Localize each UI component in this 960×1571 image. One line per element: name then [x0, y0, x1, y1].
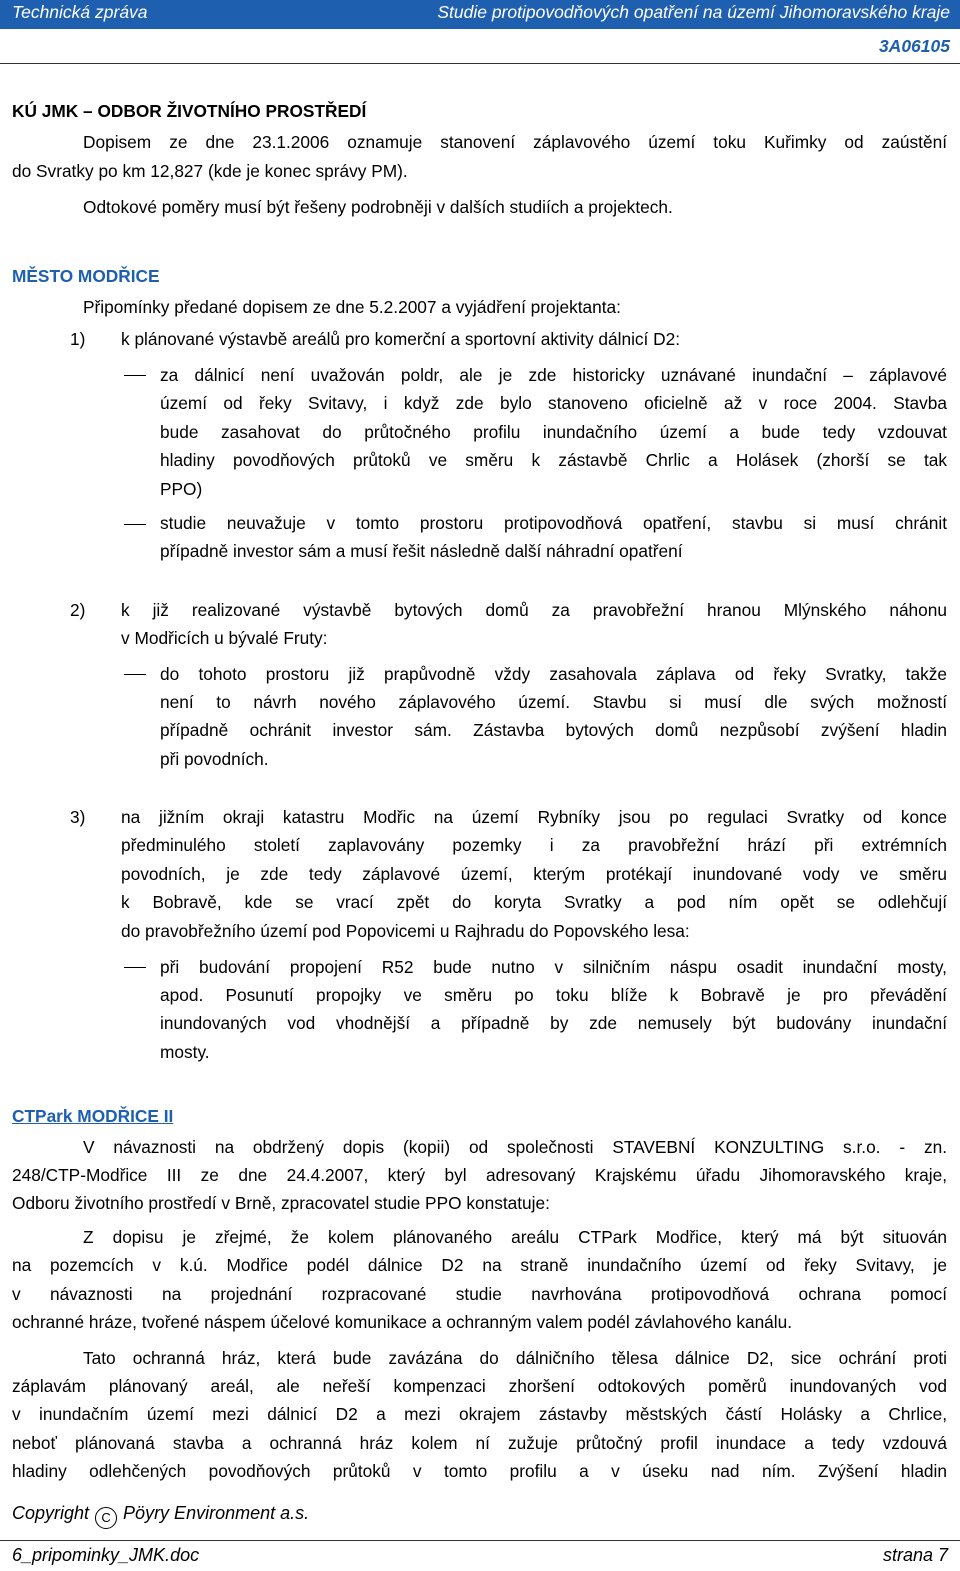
bullet-dash	[124, 524, 146, 525]
document-code: 3A06105	[878, 36, 950, 56]
bullet-dash	[124, 967, 146, 968]
ctpark-p3-l2: záplavám plánovaný areál, ale neřeší kompenzaci zhoršení odtokových poměrů inundovaných vod	[12, 1376, 947, 1396]
item1-b2-l1: studie neuvažuje v tomto prostoru protipovodňová opatření, stavbu si musí chránit	[160, 513, 947, 533]
item2-b1-l2: není to návrh nového záplavového území. Stavbu si musí dle svých možností	[160, 692, 947, 712]
section-title-mesto: MĚSTO MODŘICE	[12, 266, 160, 286]
item1-b1-l5: PPO)	[160, 479, 203, 499]
ctpark-p3-l5: hladiny odlehčených povodňových průtoků v tomto profilu a v úseku nad ním. Zvýšení hladin	[12, 1461, 947, 1481]
item3-l5: do pravobřežního území pod Popovicemi u Rajhradu do Popovského lesa:	[121, 921, 690, 941]
item3-l3: povodních, je zde tedy záplavové území, kterým protékají inundované vody ve směru	[121, 864, 947, 884]
item3-b1-l1: při budování propojení R52 bude nutno v silničním náspu osadit inundační mosty,	[160, 957, 947, 977]
item3-b1-l3: inundovaných vod vhodnější a případně by zde nemusely být budovány inundační	[160, 1013, 947, 1033]
item2-b1-l4: při povodních.	[160, 749, 269, 769]
item3-l4: k Bobravě, kde se vrací zpět do koryta Svratky a pod ním opět se odlehčují	[121, 892, 947, 912]
ku-jmk-p1-line2: do Svratky po km 12,827 (kde je konec správy PM).	[12, 161, 408, 181]
ctpark-p3-l4: neboť plánovaná stavba a ochranná hráz kolem ní zužuje průtočný profil inundace a tedy vzdouvá	[12, 1433, 947, 1453]
section-title-ku-jmk: KÚ JMK – ODBOR ŽIVOTNÍHO PROSTŘEDÍ	[12, 101, 367, 121]
header-divider	[0, 63, 960, 64]
item1-b1-l2: území od řeky Svitavy, i když zde bylo stanoveno oficielně až v roce 2004. Stavba	[160, 393, 947, 413]
ctpark-p2-l2: na pozemcích v k.ú. Modřice podél dálnice D2 na straně inundačního území od řeky Svitavy, je	[12, 1255, 947, 1275]
item2-b1-l3: případně ochránit investor sám. Zástavba bytových domů nezpůsobí zvýšení hladin	[160, 720, 947, 740]
header-bar	[0, 0, 960, 29]
footer-page-number: strana 7	[882, 1545, 948, 1565]
item3-b1-l4: mosty.	[160, 1042, 210, 1062]
ctpark-p2-l3: v návaznosti na projednání rozpracované studie navrhována protipovodňová ochrana pomocí	[12, 1284, 947, 1304]
header-right: Studie protipovodňových opatření na území Jihomoravského kraje	[437, 2, 950, 22]
ku-jmk-p1-line1: Dopisem ze dne 23.1.2006 oznamuje stanovení záplavového území toku Kuřimky od zaústění	[83, 132, 947, 152]
ku-jmk-p2: Odtokové poměry musí být řešeny podrobněji v dalších studiích a projektech.	[83, 197, 673, 217]
item1-b2-l2: případně investor sám a musí řešit následně další náhradní opatření	[160, 541, 683, 561]
item3-b1-l2: apod. Posunutí propojky ve směru po toku blíže k Bobravě je pro převádění	[160, 985, 947, 1005]
item1-b1-l1: za dálnicí není uvažován poldr, ale je zde historicky uznávané inundační – záplavové	[160, 365, 947, 385]
ctpark-p1-l2: 248/CTP-Modřice III ze dne 24.4.2007, který byl adresovaný Krajskému úřadu Jihomoravského kraje,	[12, 1165, 947, 1185]
item1-text: k plánované výstavbě areálů pro komerční a sportovní aktivity dálnicí D2:	[121, 329, 681, 349]
bullet-dash	[124, 375, 146, 376]
item3-l1: na jižním okraji katastru Modřic na území Rybníky jsou po regulaci Svratky od konce	[121, 807, 947, 827]
ctpark-p2-l1: Z dopisu je zřejmé, že kolem plánovaného areálu CTPark Modřice, který má být situován	[83, 1227, 947, 1247]
ctpark-p2-l4: ochranné hráze, tvořené náspem účelové komunikace a ochranným valem podél závlahového kanálu.	[12, 1312, 793, 1332]
item1-b1-l4: hladiny povodňových průtoků ve směru k zástavbě Chrlic a Holásek (zhorší se tak	[160, 450, 947, 470]
section-title-ctpark: CTPark MODŘICE II	[12, 1106, 174, 1126]
ctpark-p3-l1: Tato ochranná hráz, která bude zavázána do dálničního tělesa dálnice D2, sice ochrání proti	[83, 1348, 947, 1368]
item2-l1: k již realizované výstavbě bytových domů za pravobřežní hranou Mlýnského náhonu	[121, 600, 947, 620]
ctpark-p1-l3: Odboru životního prostředí v Brně, zpracovatel studie PPO konstatuje:	[12, 1193, 550, 1213]
mesto-intro: Připomínky předané dopisem ze dne 5.2.2007 a vyjádření projektanta:	[83, 297, 621, 317]
item1-b1-l3: bude zasahovat do průtočného profilu inundačního území a bude tedy vzdouvat	[160, 422, 947, 442]
item1-number: 1)	[70, 329, 86, 349]
ctpark-p1-l1: V návaznosti na obdržený dopis (kopii) od společnosti STAVEBNÍ KONZULTING s.r.o. - zn.	[83, 1137, 947, 1157]
footer-copyright	[12, 1503, 309, 1529]
footer-filename: 6_pripominky_JMK.doc	[12, 1545, 200, 1565]
ctpark-p3-l3: v inundačním území mezi dálnicí D2 a mezi okrajem zástavby městských částí Holásky a Chrlice,	[12, 1404, 947, 1424]
item2-b1-l1: do tohoto prostoru již prapůvodně vždy zasahovala záplava od řeky Svratky, takže	[160, 664, 947, 684]
item3-number: 3)	[70, 807, 86, 827]
header-left: Technická zpráva	[12, 2, 148, 22]
copyright-label: Copyright	[12, 1503, 90, 1523]
item2-number: 2)	[70, 600, 86, 620]
bullet-dash	[124, 674, 146, 675]
footer-divider	[0, 1540, 960, 1541]
company-name: Pöyry Environment a.s.	[123, 1503, 310, 1523]
item2-l2: v Modřicích u bývalé Fruty:	[121, 628, 328, 648]
item3-l2: předminulého století zaplavovány pozemky i za pravobřežní hrází při extrémních	[121, 835, 947, 855]
copyright-icon: C	[95, 1507, 117, 1529]
